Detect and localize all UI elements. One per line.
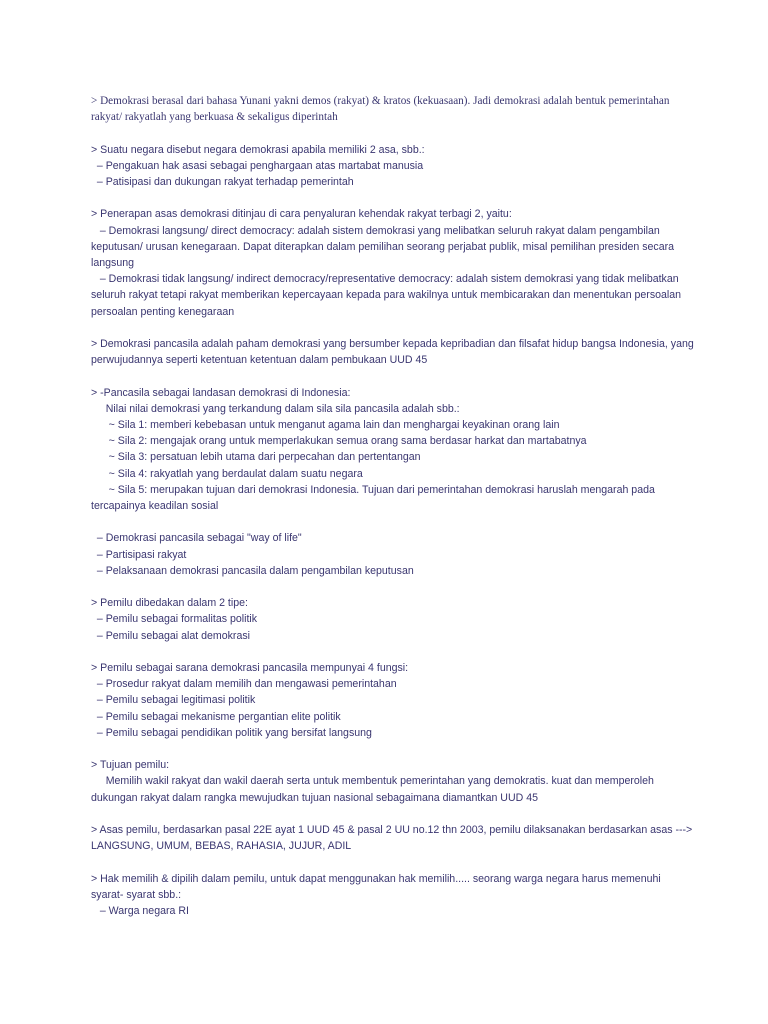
- text-line: – Pelaksanaan demokrasi pancasila dalam pengambilan keputusan: [91, 564, 414, 577]
- document-body: [91, 93, 694, 935]
- text-line: tercapainya keadilan sosial: [91, 500, 219, 513]
- text-line: – Patisipasi dan dukungan rakyat terhadap pemerintah: [91, 176, 354, 188]
- text-line: ~ Sila 2: mengajak orang untuk memperlakukan semua orang sama berdasar harkat dan martabatnya: [91, 435, 587, 448]
- text-line: – Demokrasi pancasila sebagai "way of life": [91, 532, 302, 545]
- text-line: ~ Sila 1: memberi kebebasan untuk menganut agama lain dan menghargai keyakinan orang lain: [91, 419, 560, 431]
- text-line: – Warga negara RI: [91, 905, 189, 917]
- paragraph: [91, 660, 691, 741]
- text-line: > Suatu negara disebut negara demokrasi apabila memiliki 2 asa, sbb.:: [91, 143, 425, 156]
- text-line: ~ Sila 5: merupakan tujuan dari demokrasi Indonesia. Tujuan dari pemerintahan demokrasi haruslah mengarah pada: [91, 483, 655, 496]
- text-line: perwujudannya seperti ketentuan ketentuan dalam pembukaan UUD 45: [91, 354, 428, 367]
- paragraph: [91, 757, 691, 806]
- text-line: > Tujuan pemilu:: [91, 759, 170, 772]
- text-line: > Pemilu sebagai sarana demokrasi pancasila mempunyai 4 fungsi:: [91, 662, 409, 674]
- paragraph: [91, 142, 691, 191]
- text-line: > Penerapan asas demokrasi ditinjau di cara penyaluran kehendak rakyat terbagi 2, yaitu:: [91, 208, 512, 221]
- paragraph: [91, 822, 691, 854]
- text-line: – Partisipasi rakyat: [91, 548, 187, 561]
- text-line: – Pemilu sebagai legitimasi politik: [91, 694, 256, 707]
- text-line: > Pemilu dibedakan dalam 2 tipe:: [91, 597, 248, 610]
- text-line: LANGSUNG, UMUM, BEBAS, RAHASIA, JUJUR, ADIL: [91, 840, 352, 853]
- text-line: rakyat/ rakyatlah yang berkuasa & sekaligus diperintah: [91, 111, 338, 124]
- text-line: Memilih wakil rakyat dan wakil daerah serta untuk membentuk pemerintahan yang demokratis. kuat dan memperoleh: [91, 775, 654, 788]
- text-line: ~ Sila 4: rakyatlah yang berdaulat dalam suatu negara: [91, 467, 363, 480]
- text-line: dukungan rakyat dalam rangka mewujudkan tujuan nasional sebagaimana diamantkan UUD 45: [91, 791, 538, 804]
- paragraph: [91, 385, 691, 515]
- paragraph: [91, 595, 691, 644]
- text-line: keputusan/ urusan kenegaraan. Dapat diterapkan dalam pemilihan seorang perjabat publik, misal pemilihan presiden secara: [91, 240, 675, 253]
- text-line: > Demokrasi berasal dari bahasa Yunani yakni demos (rakyat) & kratos (kekuasaan). Jadi demokrasi adalah bentuk pemerintahan: [91, 95, 670, 107]
- text-line: ~ Sila 3: persatuan lebih utama dari perpecahan dan pertentangan: [91, 451, 421, 464]
- text-line: > Demokrasi pancasila adalah paham demokrasi yang bersumber kepada kepribadian dan filsafat hidup bangsa Indonesia, yang: [91, 338, 694, 350]
- text-line: – Demokrasi langsung/ direct democracy: adalah sistem demokrasi yang melibatkan seluruh rakyat dalam pengambilan: [91, 224, 660, 237]
- text-line: langsung: [91, 257, 135, 269]
- text-line: > -Pancasila sebagai landasan demokrasi di Indonesia:: [91, 386, 351, 399]
- text-line: – Pemilu sebagai mekanisme pergantian elite politik: [91, 710, 341, 723]
- text-line: – Pemilu sebagai pendidikan politik yang bersifat langsung: [91, 726, 372, 739]
- text-line: Nilai nilai demokrasi yang terkandung dalam sila sila pancasila adalah sbb.:: [91, 402, 460, 415]
- text-line: seluruh rakyat tetapi rakyat memberikan kepercayaan kepada para wakilnya untuk membicarakan dan menentukan persoalan: [91, 289, 682, 302]
- text-line: syarat- syarat sbb.:: [91, 888, 182, 901]
- paragraph: [91, 871, 691, 920]
- paragraph: [91, 530, 691, 579]
- text-line: – Pemilu sebagai alat demokrasi: [91, 629, 250, 642]
- text-line: > Hak memilih & dipilih dalam pemilu, untuk dapat menggunakan hak memilih..... seorang warga negara harus memenuhi: [91, 872, 661, 885]
- text-line: – Pengakuan hak asasi sebagai penghargaan atas martabat manusia: [91, 159, 424, 172]
- text-line: persoalan penting kenegaraan: [91, 305, 235, 318]
- paragraph: [91, 336, 694, 368]
- paragraph: [91, 206, 691, 319]
- text-line: – Pemilu sebagai formalitas politik: [91, 613, 258, 626]
- paragraph: [91, 93, 691, 125]
- text-line: > Asas pemilu, berdasarkan pasal 22E ayat 1 UUD 45 & pasal 2 UU no.12 thn 2003, pemilu dilaksanakan berdasarkan asas --->: [91, 824, 693, 836]
- text-line: – Prosedur rakyat dalam memilih dan mengawasi pemerintahan: [91, 678, 397, 691]
- text-line: – Demokrasi tidak langsung/ indirect democracy/representative democracy: adalah sistem demokrasi yang tidak melibatkan: [91, 273, 679, 286]
